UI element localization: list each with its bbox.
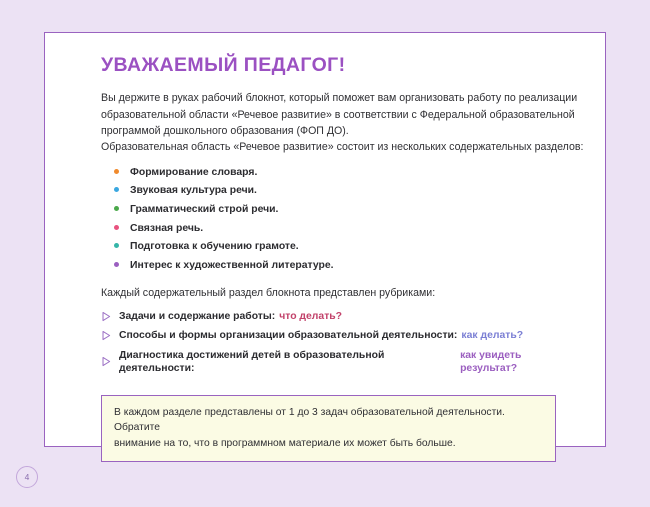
rubric-intro-text: Каждый содержательный раздел блокнота представлен рубриками: bbox=[101, 286, 436, 299]
intro-line: программой дошкольного образования (ФОП ДО). bbox=[101, 124, 349, 137]
triangle-right-outline-icon bbox=[101, 356, 112, 367]
bullet-dot-icon bbox=[114, 187, 119, 192]
list-item bbox=[101, 203, 579, 216]
list-item-label: Интерес к художественной литературе. bbox=[130, 259, 334, 271]
rubric-item-question: что делать? bbox=[279, 310, 343, 322]
bullet-dot-icon bbox=[114, 225, 119, 230]
rubric-item-label: Задачи и содержание работы: bbox=[119, 310, 276, 322]
rubric-item-label: Диагностика достижений детей в образовательной деятельности: bbox=[119, 349, 385, 374]
bullet-dot-icon bbox=[114, 243, 119, 248]
list-item-label: Подготовка к обучению грамоте. bbox=[130, 241, 299, 253]
triangle-right-outline-icon bbox=[101, 311, 112, 322]
note-line: внимание на то, что в программном материале их может быть больше. bbox=[114, 437, 456, 449]
intro-line: Образовательная область «Речевое развитие» состоит из нескольких содержательных разделов: bbox=[101, 140, 584, 153]
bullet-dot-icon bbox=[114, 206, 119, 211]
list-item bbox=[101, 240, 579, 253]
rubric-item-label: Способы и формы организации образовательной деятельности: bbox=[119, 330, 458, 342]
note-line: В каждом разделе представлены от 1 до 3 задач образовательной деятельности. Обратите bbox=[114, 406, 505, 434]
list-item-label: Звуковая культура речи. bbox=[130, 185, 257, 197]
list-item-label: Формирование словаря. bbox=[130, 166, 258, 178]
rubric-list bbox=[101, 310, 579, 375]
bullet-dot-icon bbox=[114, 262, 119, 267]
triangle-right-outline-icon bbox=[101, 330, 112, 341]
page-title: УВАЖАЕМЫЙ ПЕДАГОГ! bbox=[101, 54, 346, 76]
intro-line: образовательной области «Речевое развитие» в соответствии с Федеральной образовательной bbox=[101, 108, 575, 121]
list-item-label: Связная речь. bbox=[130, 222, 204, 234]
note-callout bbox=[101, 395, 556, 463]
page-number-badge: 4 bbox=[16, 466, 38, 488]
list-item bbox=[101, 166, 579, 179]
rubric-item bbox=[101, 349, 579, 375]
list-item bbox=[101, 259, 579, 272]
page-content bbox=[101, 54, 584, 462]
page-card bbox=[44, 32, 606, 447]
intro-line: Вы держите в руках рабочий блокнот, который поможет вам организовать работу по реализации bbox=[101, 92, 578, 105]
content-sections-list bbox=[101, 166, 579, 272]
rubric-item-question: как увидеть результат? bbox=[460, 349, 522, 374]
intro-paragraph bbox=[101, 90, 584, 154]
rubric-item bbox=[101, 329, 579, 342]
rubric-item bbox=[101, 310, 579, 323]
rubric-item-question: как делать? bbox=[461, 330, 524, 342]
bullet-dot-icon bbox=[114, 169, 119, 174]
list-item bbox=[101, 184, 579, 197]
list-item bbox=[101, 222, 579, 235]
list-item-label: Грамматический строй речи. bbox=[130, 204, 279, 215]
